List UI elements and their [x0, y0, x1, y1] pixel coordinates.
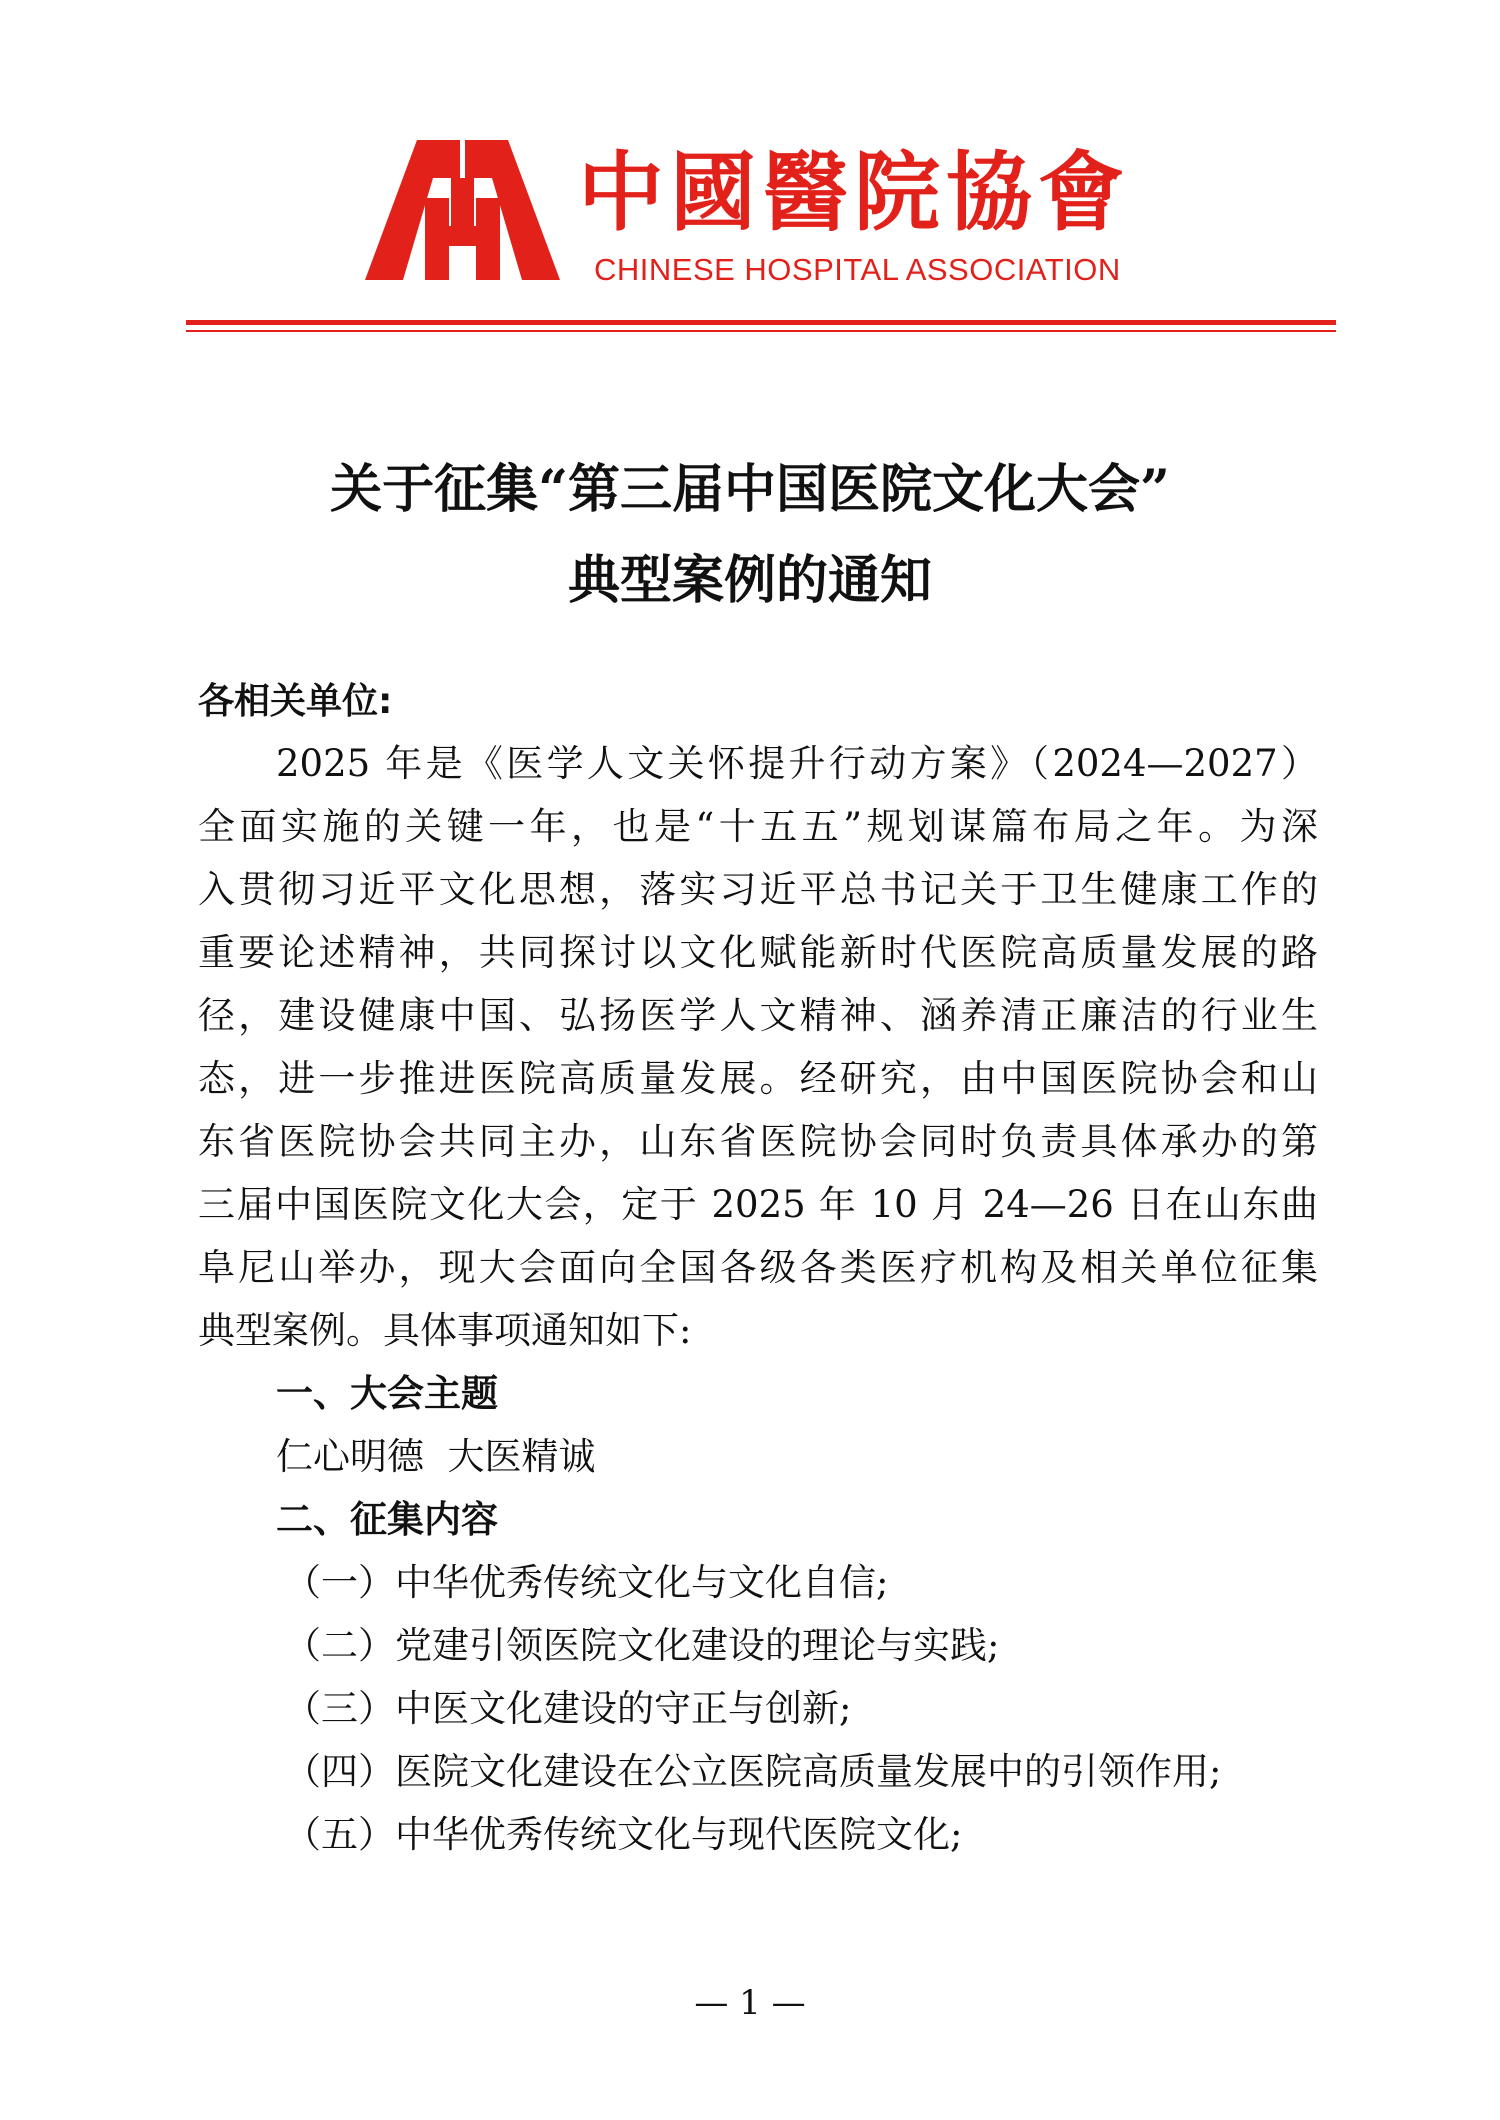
org-name-english: CHINESE HOSPITAL ASSOCIATION	[594, 252, 1121, 287]
paragraph-line: 阜尼山举办，现大会面向全国各级各类医疗机构及相关单位征集	[198, 1246, 1318, 1289]
paragraph-line: 全面实施的关键一年，也是“十五五”规划谋篇布局之年。为深	[198, 805, 1318, 848]
list-item: （三）中医文化建设的守正与创新;	[284, 1687, 852, 1730]
paragraph-line: 东省医院协会共同主办，山东省医院协会同时负责具体承办的第	[198, 1120, 1318, 1163]
paragraph-line: 三届中国医院文化大会，定于 2025 年 10 月 24—26 日在山东曲	[198, 1183, 1318, 1226]
header-divider-thick	[186, 320, 1336, 325]
paragraph-line: 重要论述精神，共同探讨以文化赋能新时代医院高质量发展的路	[198, 931, 1318, 974]
salutation: 各相关单位:	[198, 681, 393, 722]
paragraph-line: 入贯彻习近平文化思想，落实习近平总书记关于卫生健康工作的	[198, 868, 1318, 911]
list-item: （四）医院文化建设在公立医院高质量发展中的引领作用;	[284, 1750, 1222, 1793]
paragraph-line: 典型案例。具体事项通知如下:	[198, 1309, 692, 1352]
org-name-chinese: 中國醫院協會	[578, 142, 1130, 243]
paragraph-line: 态，进一步推进医院高质量发展。经研究，由中国医院协会和山	[198, 1057, 1318, 1100]
list-item: （五）中华优秀传统文化与现代医院文化;	[284, 1813, 963, 1856]
document-title-line-1: 关于征集“第三届中国医院文化大会”	[330, 459, 1170, 520]
list-item: （二）党建引领医院文化建设的理论与实践;	[284, 1624, 1000, 1667]
header-divider-thin	[186, 330, 1336, 332]
conference-theme-text: 仁心明德 大医精诚	[276, 1435, 596, 1478]
paragraph-line: 径，建设健康中国、弘扬医学人文精神、涵养清正廉洁的行业生	[198, 994, 1318, 1037]
section-heading-theme: 一、大会主题	[276, 1372, 498, 1415]
section-heading-content: 二、征集内容	[276, 1498, 498, 1541]
document-title-line-2: 典型案例的通知	[567, 550, 932, 611]
paragraph-line: 2025 年是《医学人文关怀提升行动方案》（2024—2027）	[276, 742, 1318, 785]
list-item: （一）中华优秀传统文化与文化自信;	[284, 1561, 889, 1604]
page-number: — 1 —	[694, 1983, 806, 2023]
cha-logo-icon	[365, 140, 560, 280]
